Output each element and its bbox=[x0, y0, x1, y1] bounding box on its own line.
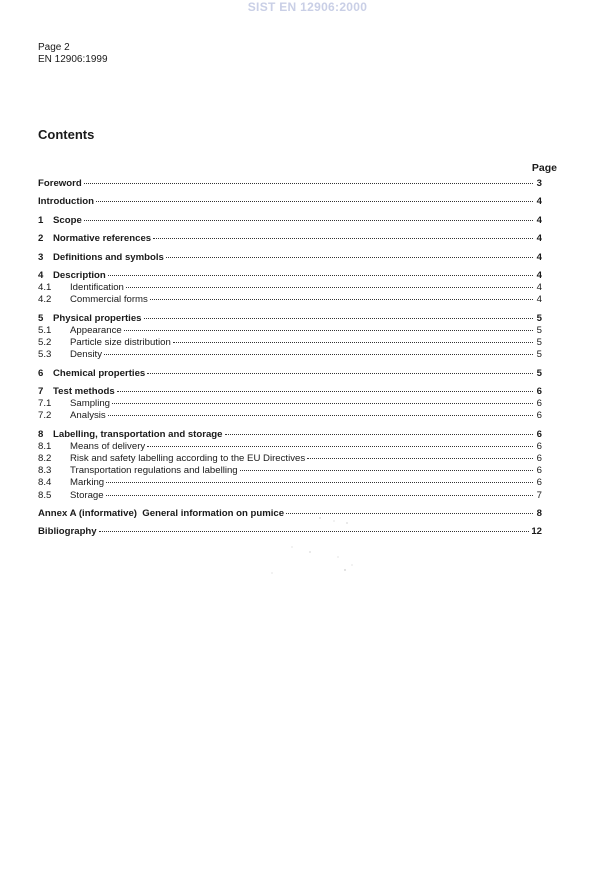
toc-entry[interactable] bbox=[38, 441, 542, 453]
toc-entry-title: Chemical properties bbox=[53, 367, 146, 379]
table-of-contents bbox=[38, 178, 542, 539]
dot-leader bbox=[124, 329, 533, 331]
toc-entry[interactable] bbox=[38, 477, 542, 489]
toc-entry-page: 4 bbox=[536, 214, 542, 226]
dot-leader bbox=[126, 286, 533, 288]
toc-entry-number: 7 bbox=[38, 385, 44, 397]
toc-entry-title: Commercial forms bbox=[70, 294, 148, 306]
toc-entry-number: 2 bbox=[38, 233, 44, 245]
toc-entry-page: 6 bbox=[536, 385, 542, 397]
scan-specks bbox=[250, 515, 390, 585]
toc-entry-title: Foreword bbox=[38, 178, 82, 189]
toc-entry-number: 4.2 bbox=[38, 294, 52, 306]
toc-entry-title: Appearance bbox=[70, 324, 122, 336]
toc-entry[interactable] bbox=[38, 453, 542, 465]
toc-entry-page: 7 bbox=[536, 489, 542, 501]
toc-entry-number: 8.2 bbox=[38, 453, 52, 465]
toc-entry[interactable] bbox=[38, 465, 542, 477]
dot-leader bbox=[307, 457, 533, 459]
dot-leader bbox=[286, 512, 533, 514]
toc-entry[interactable] bbox=[38, 313, 542, 325]
toc-entry-number: 5.1 bbox=[38, 324, 52, 336]
toc-entry-page: 4 bbox=[536, 233, 542, 245]
page-number: Page 2 bbox=[38, 42, 70, 53]
toc-entry-number: 8 bbox=[38, 428, 44, 440]
toc-entry[interactable] bbox=[38, 337, 542, 349]
toc-entry[interactable] bbox=[38, 490, 542, 502]
dot-leader bbox=[96, 200, 533, 202]
toc-entry-page: 4 bbox=[536, 251, 542, 263]
toc-entry-page: 5 bbox=[536, 312, 542, 324]
dot-leader bbox=[104, 353, 533, 355]
toc-entry-number: 8.5 bbox=[38, 489, 52, 501]
toc-entry-number: 4 bbox=[38, 269, 44, 281]
toc-entry-title: Risk and safety labelling according to the EU Directives bbox=[70, 453, 306, 465]
dot-leader bbox=[166, 256, 533, 258]
toc-entry[interactable] bbox=[38, 349, 542, 361]
dot-leader bbox=[84, 219, 533, 221]
toc-entry[interactable] bbox=[38, 196, 542, 208]
toc-entry-page: 6 bbox=[536, 477, 542, 489]
toc-entry[interactable] bbox=[38, 270, 542, 282]
toc-entry[interactable] bbox=[38, 282, 542, 294]
dot-leader bbox=[112, 402, 533, 404]
toc-entry[interactable] bbox=[38, 233, 542, 245]
toc-entry-number: 8.3 bbox=[38, 465, 52, 477]
toc-entry-page: 6 bbox=[536, 453, 542, 465]
dot-leader bbox=[147, 372, 533, 374]
toc-entry-title: Density bbox=[70, 349, 102, 361]
toc-entry-number: 5.3 bbox=[38, 349, 52, 361]
contents-title: Contents bbox=[38, 127, 95, 142]
toc-entry-page: 4 bbox=[536, 269, 542, 281]
toc-entry-page: 4 bbox=[536, 282, 542, 294]
toc-entry-title: Transportation regulations and labelling bbox=[70, 465, 238, 477]
toc-entry-page: 6 bbox=[536, 440, 542, 452]
toc-entry-title: Labelling, transportation and storage bbox=[53, 428, 223, 440]
toc-entry-title: Marking bbox=[70, 477, 105, 489]
toc-entry-title: Identification bbox=[70, 282, 124, 294]
toc-entry-title: Particle size distribution bbox=[70, 337, 171, 348]
page-header bbox=[38, 42, 108, 66]
dot-leader bbox=[108, 274, 533, 276]
dot-leader bbox=[84, 182, 533, 184]
toc-entry[interactable] bbox=[38, 325, 542, 337]
toc-entry-number: 4.1 bbox=[38, 282, 52, 294]
dot-leader bbox=[153, 237, 533, 239]
toc-entry-title: Normative references bbox=[53, 233, 152, 245]
toc-entry-title: Description bbox=[53, 269, 106, 281]
toc-entry-page: 5 bbox=[536, 324, 542, 336]
toc-entry-title: Definitions and symbols bbox=[53, 251, 164, 263]
toc-entry-title: Test methods bbox=[53, 385, 115, 397]
toc-entry-number: 5 bbox=[38, 312, 44, 324]
dot-leader bbox=[106, 481, 533, 483]
toc-entry-number: 5.2 bbox=[38, 337, 52, 348]
page-column-label: Page bbox=[531, 162, 557, 174]
toc-entry-title: Means of delivery bbox=[70, 440, 146, 452]
toc-entry-page: 6 bbox=[536, 428, 542, 440]
toc-entry-title: Introduction bbox=[38, 196, 94, 208]
toc-entry-title: Physical properties bbox=[53, 312, 142, 324]
document-id: EN 12906:1999 bbox=[38, 54, 108, 65]
toc-entry-page: 4 bbox=[536, 294, 542, 306]
dot-leader bbox=[117, 390, 533, 392]
toc-entry-page: 3 bbox=[536, 178, 542, 189]
toc-entry[interactable] bbox=[38, 368, 542, 380]
toc-entry-page: 6 bbox=[536, 398, 542, 410]
toc-entry[interactable] bbox=[38, 215, 542, 227]
toc-entry-title: Bibliography bbox=[38, 526, 97, 538]
toc-entry-page: 12 bbox=[531, 526, 542, 538]
toc-entry-page: 5 bbox=[536, 367, 542, 379]
dot-leader bbox=[240, 469, 533, 471]
toc-entry[interactable] bbox=[38, 294, 542, 306]
toc-entry-number: 6 bbox=[38, 367, 44, 379]
toc-entry-title: Storage bbox=[70, 489, 104, 501]
dot-leader bbox=[108, 414, 533, 416]
toc-entry-number: 1 bbox=[38, 214, 44, 226]
toc-entry-number: 3 bbox=[38, 251, 44, 263]
toc-entry-title: Annex A (informative) General information on pumice bbox=[38, 508, 285, 519]
toc-entry[interactable] bbox=[38, 386, 542, 398]
toc-entry-number: 7.1 bbox=[38, 398, 52, 410]
toc-entry-page: 8 bbox=[536, 508, 542, 519]
toc-entry-title: Sampling bbox=[70, 398, 110, 410]
dot-leader bbox=[147, 445, 533, 447]
toc-entry[interactable] bbox=[38, 178, 542, 190]
toc-entry[interactable] bbox=[38, 429, 542, 441]
toc-entry-number: 8.1 bbox=[38, 440, 52, 452]
toc-entry[interactable] bbox=[38, 398, 542, 410]
toc-entry-page: 5 bbox=[536, 337, 542, 348]
toc-entry[interactable] bbox=[38, 410, 542, 422]
toc-entry-number: 7.2 bbox=[38, 410, 52, 422]
toc-entry-page: 5 bbox=[536, 349, 542, 361]
toc-entry[interactable] bbox=[38, 252, 542, 264]
toc-entry-title: Analysis bbox=[70, 410, 106, 422]
dot-leader bbox=[106, 494, 533, 496]
dot-leader bbox=[225, 433, 533, 435]
dot-leader bbox=[144, 317, 533, 319]
toc-entry-title: Scope bbox=[53, 214, 82, 226]
toc-entry-page: 6 bbox=[536, 465, 542, 477]
toc-entry-page: 4 bbox=[536, 196, 542, 208]
toc-entry-number: 8.4 bbox=[38, 477, 52, 489]
dot-leader bbox=[150, 298, 533, 300]
watermark: SIST EN 12906:2000 bbox=[247, 0, 368, 14]
dot-leader bbox=[173, 341, 533, 343]
toc-entry-page: 6 bbox=[536, 410, 542, 422]
